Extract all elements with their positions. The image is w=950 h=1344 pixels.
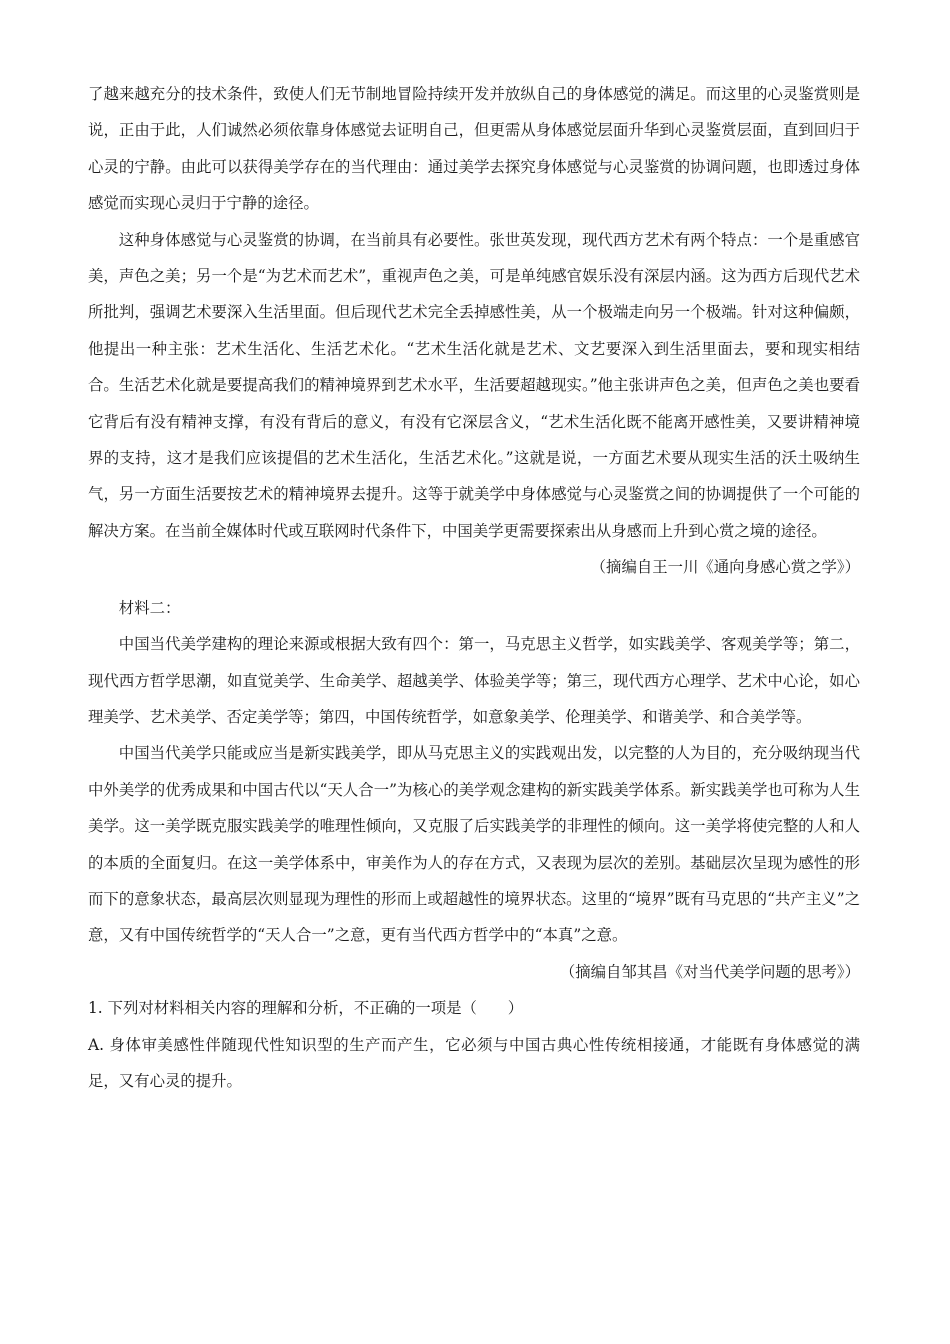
material2-source: （摘编自邹其昌《对当代美学问题的思考》） — [559, 962, 860, 981]
material2-paragraph-2: 中国当代美学只能或应当是新实践美学，即从马克思主义的实践观出发，以完整的人为目的，充分吸纳现当代中外美学的优秀成果和中国古代以“天人合一”为核心的美学观念建构的新实践美学体系。新实践美学也可称为人生美学。这一美学既克服实践美学的唯理性倾向，又克服了后实践美学的非理性的倾向。这一美学将使完整的人和人的本质的全面复归。在这一美学体系中，审美作为人的存在方式，又表现为层次的差别。基础层次呈现为感性的形而下的意象状态，最高层次则显现为理性的形而上或超越性的境界状态。这里的“境界”既有马克思的“共产主义”之意，又有中国传统哲学的“天人合一”之意，更有当代西方哲学中的“本真”之意。 — [88, 744, 860, 945]
material1-paragraph-2: 这种身体感觉与心灵鉴赏的协调，在当前具有必要性。张世英发现，现代西方艺术有两个特点：一个是重感官美，声色之美；另一个是“为艺术而艺术”，重视声色之美，可是单纯感官娱乐没有深层内涵。这为西方后现代艺术所批判，强调艺术要深入生活里面。但后现代艺术完全丢掉感性美，从一个极端走向另一个极端。针对这种偏颇，他提出一种主张：艺术生活化、生活艺术化。“艺术生活化就是艺术、文艺要深入到生活里面去，要和现实相结合。生活艺术化就是要提高我们的精神境界到艺术水平，生活要超越现实。”他主张讲声色之美，但声色之美也要看它背后有没有精神支撑，有没有背后的意义，有没有它深层含义，“艺术生活化既不能离开感性美，又要讲精神境界的支持，这才是我们应该提倡的艺术生活化，生活艺术化。”这就是说，一方面艺术要从现实生活的沃土吸纳生气，另一方面生活要按艺术的精神境界去提升。这等于就美学中身体感觉与心灵鉴赏之间的协调提供了一个可能的解决方案。在当前全媒体时代或互联网时代条件下，中国美学更需要探索出从身感而上升到心赏之境的途径。 — [88, 230, 860, 540]
document-page — [88, 76, 860, 1099]
material2-heading: 材料二： — [118, 598, 181, 617]
material1-source: （摘编自王一川《通向身感心赏之学》） — [590, 558, 860, 577]
material2-paragraph-1: 中国当代美学建构的理论来源或根据大致有四个：第一，马克思主义哲学，如实践美学、客观美学等；第二，现代西方哲学思潮，如直觉美学、生命美学、超越美学、体验美学等；第三，现代西方心理学、艺术中心论，如心理美学、艺术美学、否定美学等；第四，中国传统哲学，如意象美学、伦理美学、和谐美学、和合美学等。 — [88, 635, 860, 726]
question-1-option-a: A. 身体审美感性伴随现代性知识型的生产而产生，它必须与中国古典心性传统相接通，才能既有身体感觉的满足，又有心灵的提升。 — [88, 1035, 860, 1090]
material1-paragraph-1: 了越来越充分的技术条件，致使人们无节制地冒险持续开发并放纵自己的身体感觉的满足。而这里的心灵鉴赏则是说，正由于此，人们诚然必须依靠身体感觉去证明自己，但更需从身体感觉层面升华到心灵鉴赏层面，直到回归于心灵的宁静。由此可以获得美学存在的当代理由：通过美学去探究身体感觉与心灵鉴赏的协调问题，也即透过身体感觉而实现心灵归于宁静的途径。 — [88, 85, 860, 213]
question-1-stem: 1. 下列对材料相关内容的理解和分析，不正确的一项是（ ） — [88, 999, 524, 1018]
